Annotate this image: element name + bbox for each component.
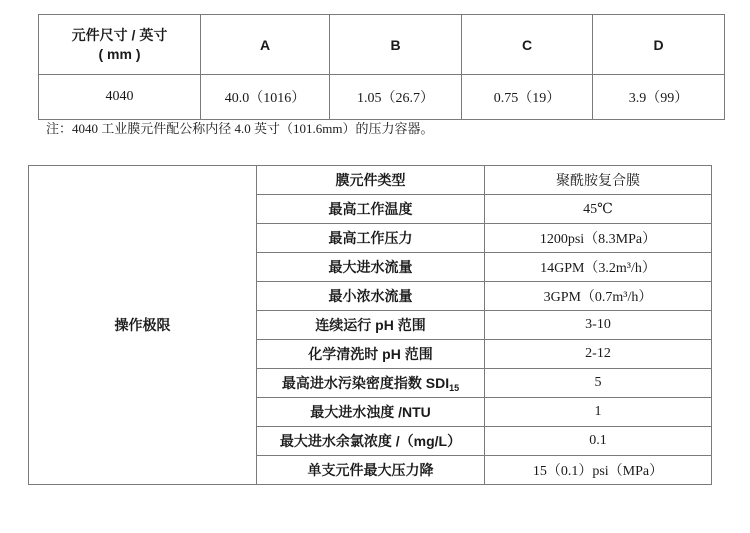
pressure-vessel-note: 注：4040 工业膜元件配公称内径 4.0 英寸（101.6mm）的压力容器。 [46, 121, 434, 136]
param-key: 最大进水余氯浓度 /（mg/L） [257, 427, 485, 456]
param-key: 化学清洗时 pH 范围 [257, 340, 485, 369]
param-value: 聚酰胺复合膜 [485, 166, 712, 195]
table-row [29, 166, 712, 195]
size-unit-header-line2: ( mm ) [98, 45, 141, 62]
col-a-header: A [201, 15, 330, 75]
dimension-header-row [39, 15, 725, 75]
param-value: 2-12 [485, 340, 712, 369]
col-c-header: C [462, 15, 593, 75]
col-b-header: B [330, 15, 462, 75]
param-value: 3-10 [485, 311, 712, 340]
sdi-key-text: 最高进水污染密度指数 SDI [281, 375, 450, 391]
param-key: 膜元件类型 [257, 166, 485, 195]
param-value: 3GPM（0.7m³/h） [485, 282, 712, 311]
param-value: 0.1 [485, 427, 712, 456]
param-value: 1200psi（8.3MPa） [485, 224, 712, 253]
param-key: 最高工作压力 [257, 224, 485, 253]
param-key [257, 369, 485, 398]
param-value: 1 [485, 398, 712, 427]
param-key: 连续运行 pH 范围 [257, 311, 485, 340]
element-dimension-table [38, 14, 725, 120]
dim-d-cell: 3.9（99） [593, 75, 725, 120]
sdi-subscript: 15 [449, 383, 460, 393]
operating-limits-table [28, 165, 712, 485]
param-key: 单支元件最大压力降 [257, 456, 485, 485]
dim-b-cell: 1.05（26.7） [330, 75, 462, 120]
param-key: 最大进水流量 [257, 253, 485, 282]
param-key: 最大进水浊度 /NTU [257, 398, 485, 427]
col-d-header: D [593, 15, 725, 75]
dim-c-cell: 0.75（19） [462, 75, 593, 120]
param-value: 15（0.1）psi（MPa） [485, 456, 712, 485]
size-unit-header [39, 15, 201, 75]
size-unit-header-line1: 元件尺寸 / 英寸 [71, 26, 168, 43]
dimension-data-row [39, 75, 725, 120]
param-key: 最高工作温度 [257, 195, 485, 224]
model-cell: 4040 [39, 75, 201, 120]
param-key: 最小浓水流量 [257, 282, 485, 311]
param-value: 45℃ [485, 195, 712, 224]
param-value: 14GPM（3.2m³/h） [485, 253, 712, 282]
dim-a-cell: 40.0（1016） [201, 75, 330, 120]
param-value: 5 [485, 369, 712, 398]
operating-limits-group-label: 操作极限 [29, 166, 257, 485]
